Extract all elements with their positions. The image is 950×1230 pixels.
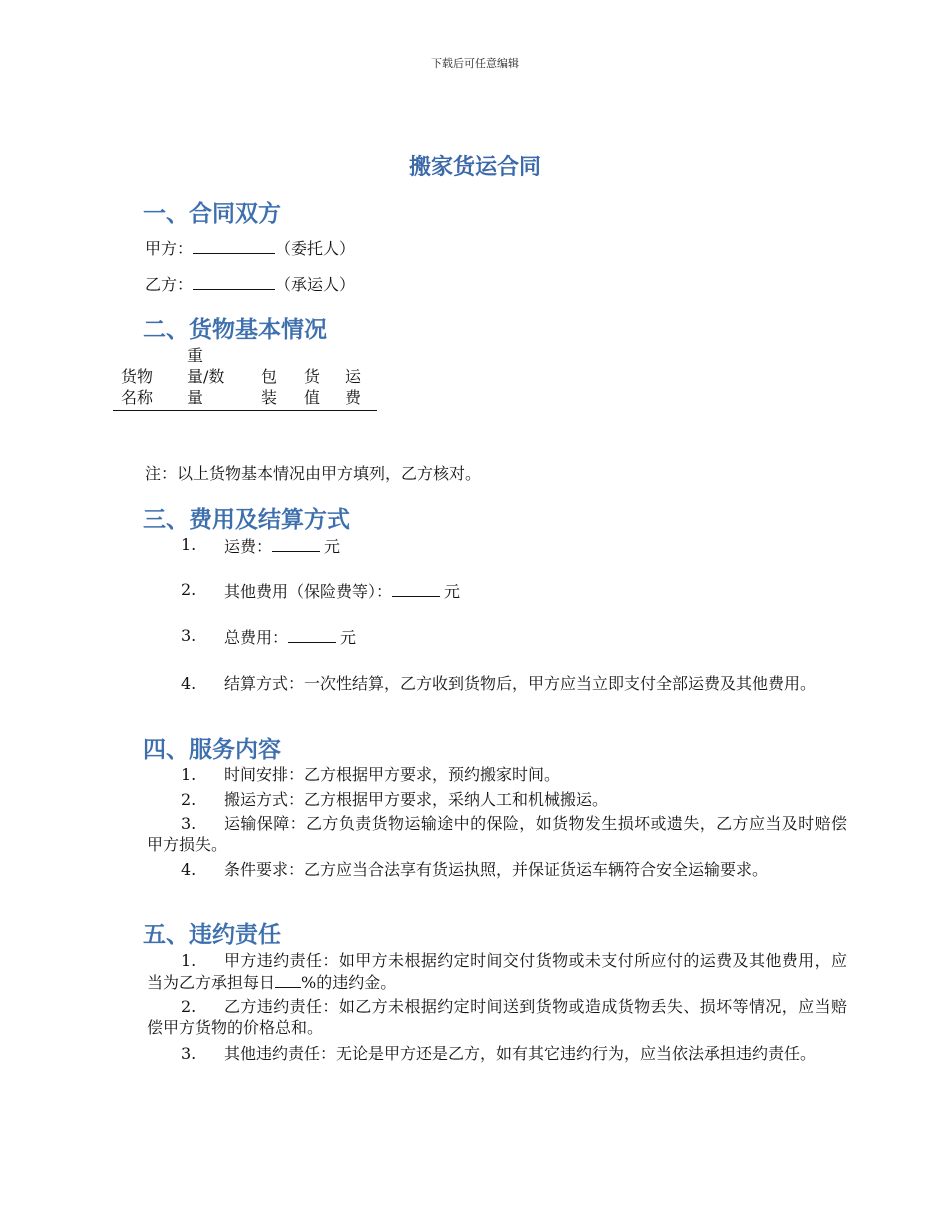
section-heading-services: 四、服务内容 — [143, 737, 281, 763]
section-heading-liability: 五、违约责任 — [143, 922, 281, 948]
section-heading-parties: 一、合同双方 — [143, 201, 281, 227]
fee-item-other-text: 其他费用（保险费等）： 元 — [224, 582, 461, 601]
fee-item-total-text: 总费用： 元 — [224, 628, 357, 647]
liability-item-party-b: 2. 乙方违约责任：如乙方未根据约定时间送到货物或造成货物丢失、损坏等情况，应当赔偿甲方货物的价格总和。 — [147, 997, 847, 1037]
freight-amount-blank[interactable] — [272, 535, 320, 552]
service-item-requirements: 4. 条件要求：乙方应当合法享有货运执照，并保证货运车辆符合安全运输要求。 — [181, 860, 769, 879]
table-header-packaging: 包 装 — [261, 367, 278, 407]
service-item-schedule: 1. 时间安排：乙方根据甲方要求，预约搬家时间。 — [181, 765, 561, 784]
table-header-freight: 运 费 — [345, 367, 362, 407]
table-header-cargo-name: 货物 名称 — [121, 367, 154, 407]
fee-item-settlement: 4. 结算方式：一次性结算，乙方收到货物后，甲方应当立即支付全部运费及其他费用。 — [181, 674, 817, 693]
party-a-line — [145, 237, 355, 259]
section-heading-cargo: 二、货物基本情况 — [143, 317, 327, 343]
section-heading-fees: 三、费用及结算方式 — [143, 507, 350, 533]
party-b-line — [145, 273, 355, 295]
header-watermark: 下载后可任意编辑 — [431, 57, 519, 70]
cargo-note: 注：以上货物基本情况由甲方填列，乙方核对。 — [145, 464, 482, 483]
service-item-method: 2. 搬运方式：乙方根据甲方要求，采纳人工和机械搬运。 — [181, 790, 609, 809]
document-title: 搬家货运合同 — [408, 155, 541, 180]
party-b-blank[interactable] — [193, 273, 275, 290]
party-b-label: 乙方： — [145, 275, 194, 294]
party-a-blank[interactable] — [193, 237, 275, 254]
party-b-suffix: （承运人） — [275, 275, 356, 294]
table-header-weight-quantity: 重 量/数 量 — [187, 346, 225, 407]
table-header-goods-value: 货 值 — [304, 367, 321, 407]
other-fee-amount-blank[interactable] — [392, 580, 440, 597]
total-fee-amount-blank[interactable] — [288, 626, 336, 643]
fee-item-other: 2. — [181, 580, 197, 599]
liability-item-other: 3. 其他违约责任：无论是甲方还是乙方，如有其它违约行为，应当依法承担违约责任。 — [181, 1044, 817, 1063]
fee-item-total: 3. — [181, 626, 197, 645]
liability-item-party-a: 1. 甲方违约责任：如甲方未根据约定时间交付货物或未支付所应付的运费及其他费用，应当为乙方承担每日 %的违约金。 — [147, 951, 847, 992]
cargo-table — [113, 343, 377, 411]
service-item-insurance: 3. 运输保障：乙方负责货物运输途中的保险，如货物发生损坏或遗失，乙方应当及时赔偿甲方损失。 — [147, 814, 847, 854]
fee-item-freight: 1. — [181, 535, 197, 554]
penalty-rate-blank[interactable] — [275, 971, 301, 988]
fee-item-freight-text: 运费： 元 — [224, 537, 341, 556]
party-a-suffix: （委托人） — [275, 239, 356, 258]
party-a-label: 甲方： — [145, 239, 194, 258]
